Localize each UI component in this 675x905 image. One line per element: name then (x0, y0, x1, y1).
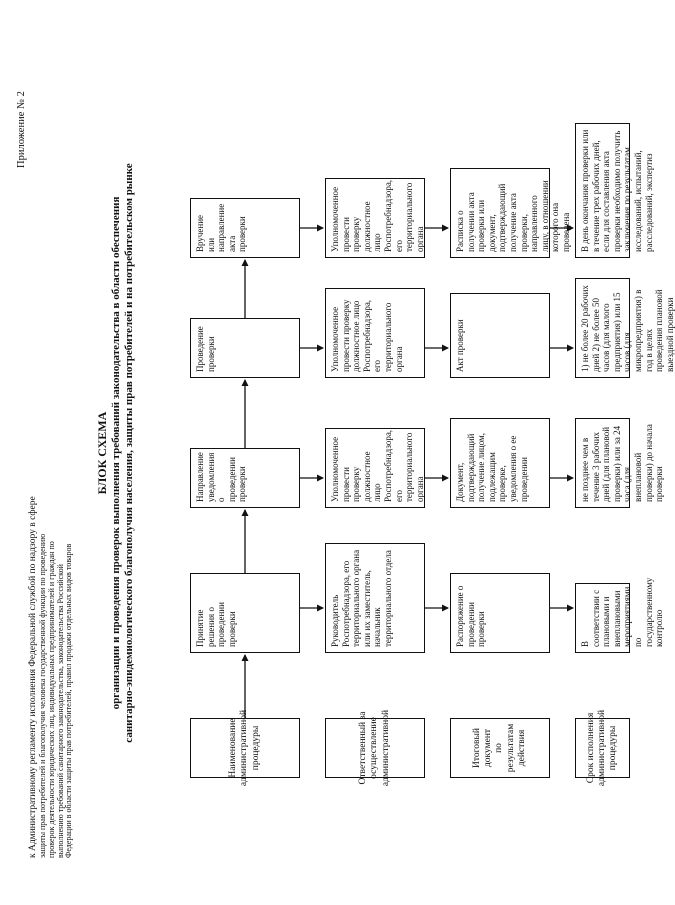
row3-document: Акт проверки (450, 293, 550, 378)
row3-deadline: 1) не более 20 рабочих дней 2) не более 50 часов (для малого предприятия) или 15 часов (для микропредприятия) в год в целях проведения плановой выездной проверки (575, 278, 630, 378)
header-responsible: Ответственный за осуществление административной (325, 718, 425, 778)
flowchart-sheet (10, 8, 675, 898)
row1-deadline: В соответствии с плановыми и внеплановыми мероприятиями по государственному контролю (575, 583, 630, 653)
appendix-line: проверок деятельности юридических лиц, индивидуальных предпринимателей и граждан по (46, 541, 56, 858)
scheme-subtitle-line2: санитарно-эпидемиологического благополучия населения, защиты прав потребителей и на потребительском рынке (123, 163, 135, 743)
scheme-title: БЛОК СХЕМА (95, 411, 109, 495)
row1-procedure: Принятие решения о проведении проверки (190, 573, 300, 653)
row4-procedure: Вручение или направление акта проверки (190, 198, 300, 258)
header-deadline: Срок исполнения административной процедуры (575, 718, 630, 778)
appendix-number: Приложение № 2 (16, 91, 27, 168)
row2-deadline: не позднее чем в течение 3 рабочих дней (для плановой проверки) или за 24 часа (для внеплановой проверки) до начала проверки (575, 418, 630, 508)
appendix-lead: к Административному регламенту исполнения Федеральной службой по надзору в сфере (28, 496, 38, 858)
row4-deadline: В день окончания проверки или в течение трех рабочих дней, если для составления акта проверки необходимо получить заключения по результатам исследований, испытаний, расследований, экспертиз (575, 123, 630, 258)
row2-responsible: Уполномоченное провести проверку должностное лицо Роспотребнадзора, его территориального органа (325, 428, 425, 508)
row1-responsible: Руководитель Роспотребнадзора, его территориального органа или их заместитель, начальник территориального отдела (325, 543, 425, 653)
row4-responsible: Уполномоченное провести проверку должностное лицо Роспотребнадзора, его территориального органа (325, 178, 425, 258)
row4-document: Расписка о получении акта проверки или документ, подтверждающий получение акта проверки, направленного лицу, в отношении которого она проведена (450, 168, 550, 258)
header-document: Итоговый документ по результатам действия (450, 718, 550, 778)
appendix-line: защиты прав потребителей и благополучия человека государственной функции по проведению (37, 533, 47, 858)
row3-procedure: Проведение проверки (190, 318, 300, 378)
scheme-subtitle-line1: организации и проведения проверок выполнения требований законодательства в области обеспечения (110, 196, 122, 710)
appendix-line: выполнению требований санитарного законодательства, законодательства Российской (55, 564, 65, 858)
row2-document: Документ, подтверждающий получение лицом, подлежащим проверке, уведомления о ее проведении (450, 418, 550, 508)
header-procedure: Наименование административной процедуры (190, 718, 300, 778)
row2-procedure: Направление уведомления о проведении проверки (190, 448, 300, 508)
appendix-line: Федерации в области защиты прав потребителей, правил продажи отдельных видов товаров (64, 543, 74, 858)
row3-responsible: Уполномоченное провести проверку должностное лицо Роспотребнадзора, его территориального органа (325, 288, 425, 378)
flow-arrows (10, 8, 630, 898)
row1-document: Распоряжение о проведении проверки (450, 573, 550, 653)
